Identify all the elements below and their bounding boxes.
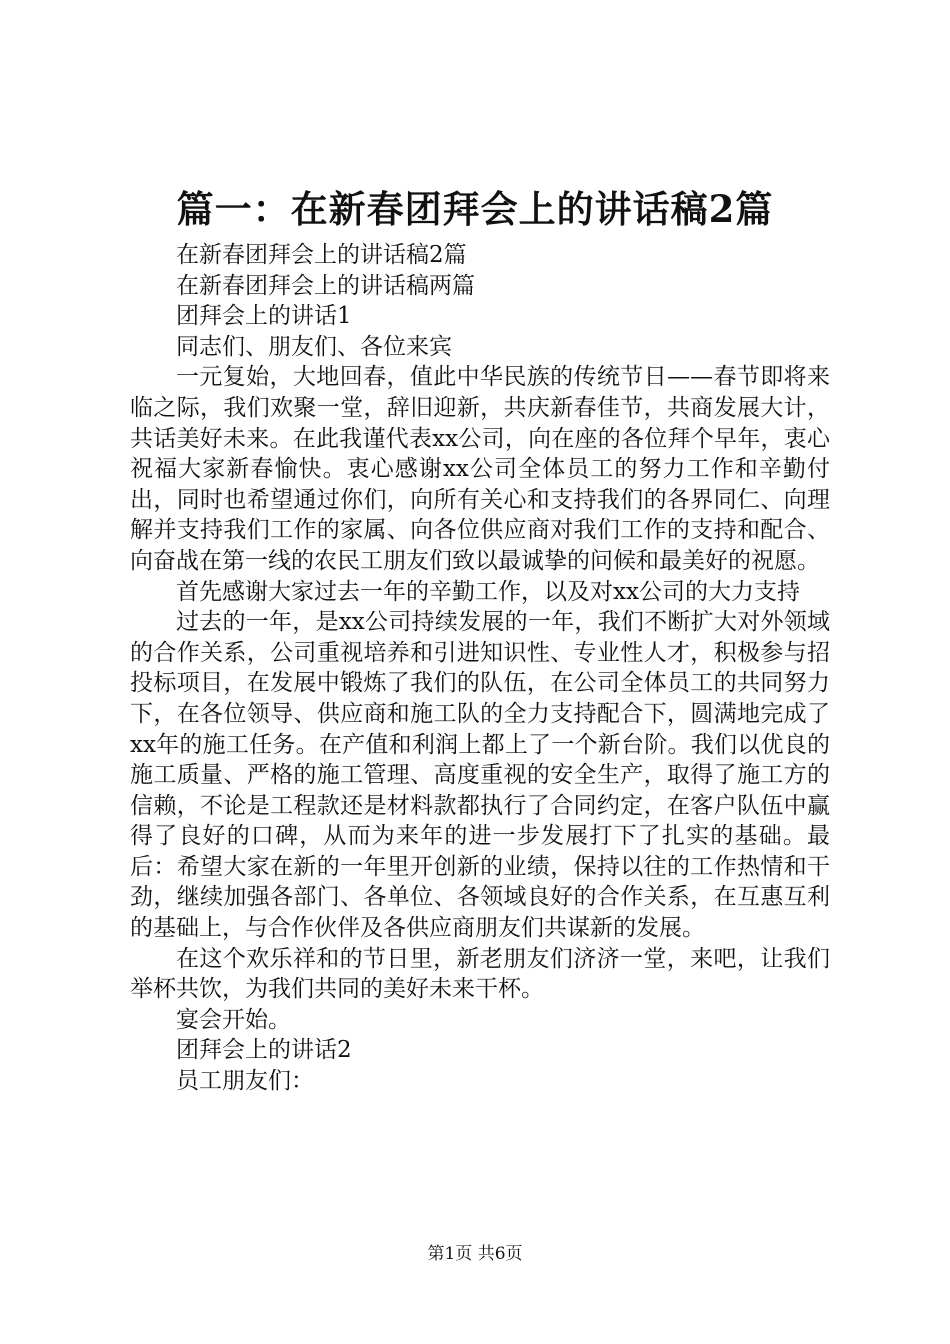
paragraph-review: 过去的一年，是xx公司持续发展的一年，我们不断扩大对外领域的合作关系，公司重视培养和引进知识性、专业性人才，积极参与招投标项目，在发展中锻炼了我们的队伍，在公司全体员工的共同努力下，在各位领导、供应商和施工队的全力支持配合下，圆满地完成了xx年的施工任务。在产值和利润上都上了一个新台阶。我们以优良的施工质量、严格的施工管理、高度重视的安全生产，取得了施工方的信赖，不论是工程款还是材料款都执行了合同约定，在客户队伍中赢得了良好的口碑，从而为来年的进一步发展打下了扎实的基础。最后：希望大家在新的一年里开创新的业绩，保持以往的工作热情和干劲，继续加强各部门、各单位、各领域良好的合作关系，在互惠互利的基础上，与合作伙伴及各供应商朋友们共谋新的发展。 xyxy=(130,609,830,942)
document-title: 篇一：在新春团拜会上的讲话稿2篇 xyxy=(176,187,774,231)
page-footer: 第1页 共6页 xyxy=(427,1244,523,1264)
paragraph-opening: 一元复始，大地回春，值此中华民族的传统节日——春节即将来临之际，我们欢聚一堂，辞旧迎新，共庆新春佳节，共商发展大计，共话美好未来。在此我谨代表xx公司，向在座的各位拜个早年，衷心祝福大家新春愉快。衷心感谢xx公司全体员工的努力工作和辛勤付出，同时也希望通过你们，向所有关心和支持我们的各界同仁、向理解并支持我们工作的家属、向各位供应商对我们工作的支持和配合、向奋战在第一线的农民工朋友们致以最诚挚的问候和最美好的祝愿。 xyxy=(130,364,830,574)
paragraph-speech-1-heading: 团拜会上的讲话1 xyxy=(176,303,352,330)
paragraph-speech-2-salutation: 员工朋友们： xyxy=(176,1068,314,1095)
document-body xyxy=(130,240,830,1097)
paragraph-salutation: 同志们、朋友们、各位来宾 xyxy=(176,333,452,360)
paragraph-banquet-start: 宴会开始。 xyxy=(176,1006,291,1033)
paragraph-toast: 在这个欢乐祥和的节日里，新老朋友们济济一堂，来吧，让我们举杯共饮，为我们共同的美好未来干杯。 xyxy=(130,945,830,1003)
paragraph-subtitle-2: 在新春团拜会上的讲话稿两篇 xyxy=(176,272,475,299)
paragraph-thanks: 首先感谢大家过去一年的辛勤工作，以及对xx公司的大力支持 xyxy=(176,578,800,605)
paragraph-speech-2-heading: 团拜会上的讲话2 xyxy=(176,1037,352,1064)
paragraph-subtitle-1: 在新春团拜会上的讲话稿2篇 xyxy=(176,242,467,268)
